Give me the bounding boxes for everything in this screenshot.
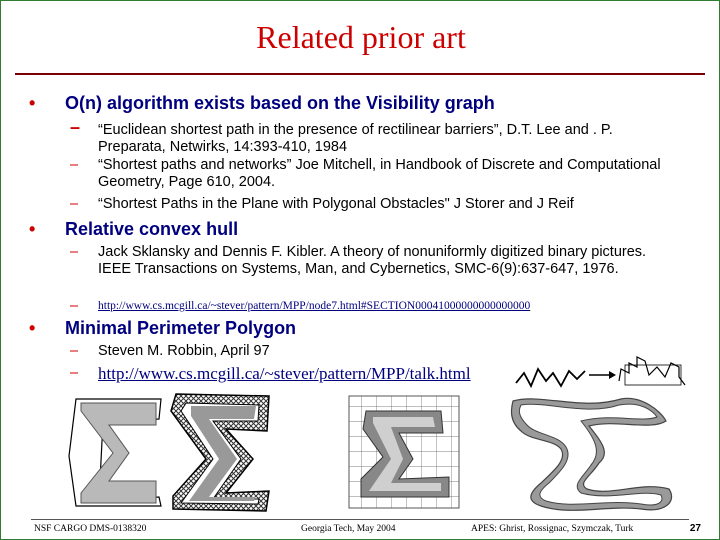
sub-item-mpp-talk-link bbox=[70, 364, 673, 383]
footer-divider bbox=[31, 519, 689, 520]
bullet-dot-icon: • bbox=[29, 219, 36, 239]
dash-icon: – bbox=[70, 365, 79, 381]
sub-item-storer-reif: – “Shortest Paths in the Plane with Polygonal Obstacles" J Storer and J Reif bbox=[70, 196, 574, 212]
mpp-node7-link[interactable]: http://www.cs.mcgill.ca/~stever/pattern/MPP/node7.html#SECTION00041000000000000000 bbox=[98, 300, 531, 312]
bullet-text: Minimal Perimeter Polygon bbox=[65, 318, 297, 338]
sigma-convex-hull-figure bbox=[69, 399, 161, 506]
footer-grant: NSF CARGO DMS-0138320 bbox=[34, 524, 147, 534]
bullet-text: Relative convex hull bbox=[65, 219, 239, 239]
dash-icon: – bbox=[70, 117, 81, 137]
mpp-talk-link[interactable]: http://www.cs.mcgill.ca/~stever/pattern/MPP/talk.html bbox=[98, 364, 471, 383]
bullet-dot-icon: • bbox=[29, 318, 36, 338]
sub-item-robbin: – Steven M. Robbin, April 97 bbox=[70, 343, 270, 359]
sub-item-lee-preparata: – “Euclidean shortest path in the presence of rectilinear barriers”, D.T. Lee and . P. Preparata, Netwirks, 14:393-410, 1984 bbox=[70, 117, 613, 155]
dash-icon: – bbox=[70, 298, 79, 314]
page-number: 27 bbox=[689, 523, 701, 534]
bullet-text: O(n) algorithm exists based on the Visibility graph bbox=[65, 93, 495, 113]
sub-item-sklansky: – Jack Sklansky and Dennis F. Kibler. A theory of nonuniformly digitized binary pictures. IEEE Transactions on Systems, Man, and Cybernetics, SMC-6(9):637-647, 1976. bbox=[70, 244, 647, 277]
dash-icon: – bbox=[70, 196, 79, 212]
dash-icon: – bbox=[70, 157, 79, 173]
slide-title: Related prior art bbox=[256, 19, 466, 55]
dash-icon: – bbox=[70, 244, 79, 260]
sub-item-mpp-node-link bbox=[70, 298, 673, 315]
title-divider bbox=[15, 73, 705, 75]
dash-icon: – bbox=[70, 343, 79, 359]
sigma-wavy-figure bbox=[511, 398, 671, 510]
sigma-hatched-figure bbox=[171, 394, 269, 511]
sigma-grid-figure bbox=[349, 396, 459, 508]
footer-venue: Georgia Tech, May 2004 bbox=[301, 524, 396, 534]
sub-item-mitchell: – “Shortest paths and networks” Joe Mitchell, in Handbook of Discrete and Computational Geometry, Page 610, 2004. bbox=[70, 157, 661, 190]
bullet-dot-icon: • bbox=[29, 93, 36, 113]
footer-authors: APES: Ghrist, Rossignac, Szymczak, Turk bbox=[471, 524, 634, 534]
